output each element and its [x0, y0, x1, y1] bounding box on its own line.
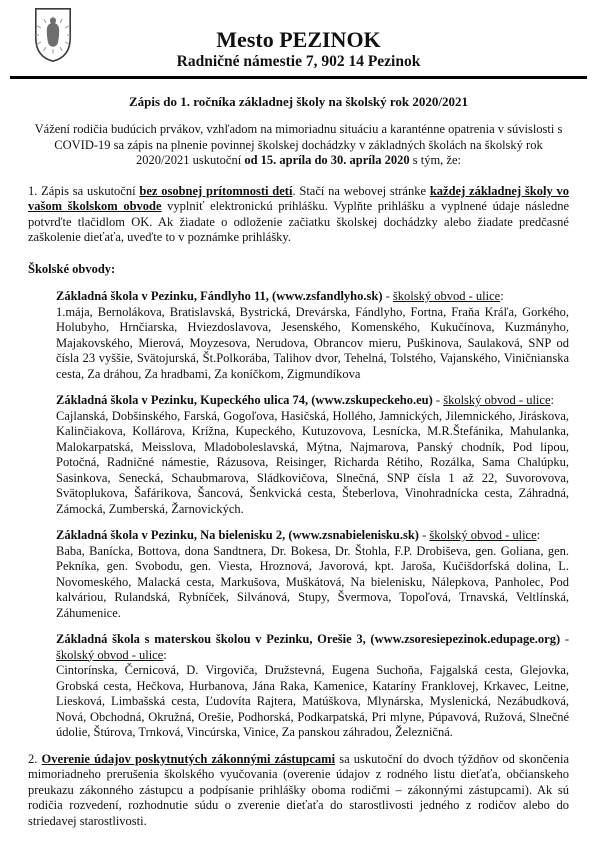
letterhead-divider — [10, 76, 587, 79]
letterhead-address: Radničné námestie 7, 902 14 Pezinok — [176, 53, 421, 70]
school-1-streets: 1.mája, Bernolákova, Bratislavská, Bystrická, Drevárska, Fándlyho, Fortna, Fraňa Kráľa, Gorkého, Holubyho, Hrnčiarska, Hviezdoslavova, Jesenského, Komenského, Kukučínova, Kuzmányho, Majakovského, Mierová, Moyzesova, Nerudova, Obrancov mieru, Puškinova, Saulaková, SNP od čísla 23 vyššie, Svätojurská, Št.Polkorába, Talihov dvor, Tehelná, Tolstého, Vajanského, Viničnianska cesta, Za dráhou, Za hradbami, Za koníčkom, Zigmundíkova — [56, 304, 569, 381]
school-3-heading: Základná škola v Pezinku, Na bielenisku 2, (www.zsnabielenisku.sk) - školský obvod - ulice: — [56, 528, 541, 542]
paragraph-2-verification: 2. Overenie údajov poskytnutých zákonnými zástupcami sa uskutoční do dvoch týždňov od skončenia mimoriadneho prerušenia školského vyučovania (overenie údajov z rodného listu dieťaťa, občianskeho preukazu zákonného zástupcu a podpísanie prihlášky oboma rodičmi – zákonnými zástupcami). Ak sú rodičia rozvedení, rozhodnutie súdu o zverenie dieťaťa do starostlivosti jedného z rodičov alebo do striedavej starostlivosti. — [28, 751, 569, 828]
school-district-oresie — [56, 632, 569, 741]
school-2-streets: Cajlanská, Dobšinského, Farská, Gogoľova, Hasičská, Hollého, Jamnických, Jilemnického, Jiráskova, Kalinčiakova, Kollárova, Krížna, Kupeckého, Kutuzovova, Lesnícka, M.R.Štefánika, Mahulanka, Malokarpatská, Meisslova, Mladoboleslavská, Mýtna, Najmarova, Panský chodník, Pod lipou, Potočná, Radničné námestie, Rázusova, Reisinger, Richarda Rétiho, Rozálka, Sama Chalúpku, Sasinkova, Senecká, Schaubmarova, Sládkovičova, Slnečná, SNP čísla 1 až 22, Suvorovova, Svätoplukova, Šafárikova, Šancová, Šenkvická cesta, Šteberlova, Vinohradnícka cesta, Záhradná, Zámocká, Zumberská, Žarnovických. — [56, 408, 569, 516]
school-district-fandlyho — [56, 289, 569, 382]
school-4-streets: Cintorínska, Černicová, D. Virgoviča, Družstevná, Eugena Suchoňa, Fajgalská cesta, Glejovka, Grobská cesta, Hečkova, Hurbanova, Jána Raka, Kamenice, Kataríny Franklovej, Krkavec, Leitne, Liesková, Limbašská cesta, Ľudovíta Rajtera, Matúškova, Mlynárska, Myslenická, Nezábudková, Nová, Obchodná, Okružná, Orešie, Podhorská, Podkarpatská, Pri mlyne, Púpavová, Ružová, Slnečné údolie, Štúrova, Trnková, Vincúrska, Vinice, Za panskou záhradou, Železničná. — [56, 663, 569, 739]
school-2-heading: Základná škola v Pezinku, Kupeckého ulica 74, (www.zskupeckeho.eu) - školský obvod - ulice: — [56, 393, 554, 407]
letterhead — [28, 6, 569, 72]
section-heading-school-districts: Školské obvody: — [28, 261, 116, 276]
school-1-heading: Základná škola v Pezinku, Fándlyho 11, (www.zsfandlyho.sk) - školský obvod - ulice: — [56, 289, 504, 303]
intro-paragraph: Vážení rodičia budúcich prvákov, vzhľadom na mimoriadnu situáciu a karanténne opatrenia v súvislosti s COVID-19 sa zápis na plnenie povinnej školskej dochádzky v základných školách na školský rok 2020/2021 uskutoční od 15. apríla do 30. apríla 2020 s tým, že: — [34, 122, 563, 167]
school-3-streets: Baba, Banícka, Bottova, dona Sandtnera, Dr. Bokesa, Dr. Štohla, F.P. Drobiševa, gen. Goliana, gen. Pekníka, gen. Svobodu, gen. Viesta, Hroznová, Javorová, kpt. Jaroša, Kučišdorfská dolina, L. Novomeského, Malacká cesta, Markušova, Muškátová, Na bielenisku, Nálepkova, Panholec, Pod kalváriou, Rulandská, Rybníček, Silvánová, Stupy, Švermova, Topoľová, Trnavská, Veltlínská, Záhumenice. — [56, 543, 569, 620]
school-district-na-bielenisku — [56, 528, 569, 621]
school-district-kupeckeho — [56, 393, 569, 517]
letterhead-city: Mesto PEZINOK — [216, 27, 381, 52]
document-title: Zápis do 1. ročníka základnej školy na školský rok 2020/2021 — [128, 94, 469, 109]
paragraph-1-enrollment: 1. Zápis sa uskutoční bez osobnej prítomnosti detí. Stačí na webovej stránke každej základnej školy vo vašom školskom obvode vyplniť elektronickú prihlášku. Vyplňte prihlášku a vyplnené údaje následne potvrďte tlačidlom OK. Ak žiadate o odloženie začiatku školskej dochádzky alebo žiadate predčasné zaškolenie dieťaťa, uveďte to v poznámke prihlášky. — [28, 183, 570, 244]
pezinok-coat-of-arms-icon — [33, 6, 73, 64]
school-4-heading: Základná škola s materskou školou v Pezinku, Orešie 3, (www.zsoresiepezinok.edupage.org) - školský obvod - ulice: — [56, 632, 569, 662]
